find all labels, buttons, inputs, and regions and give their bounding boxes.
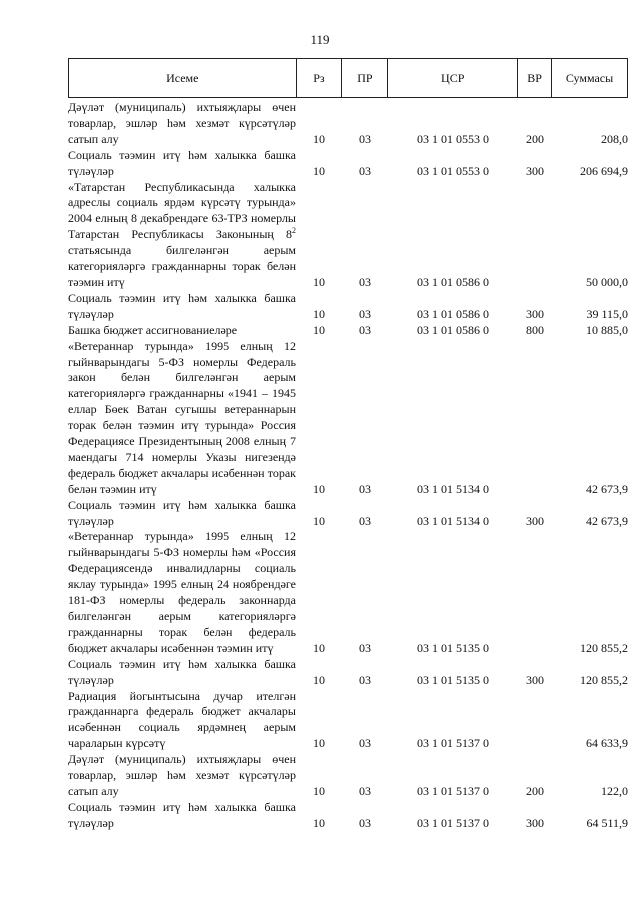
row-rz: 10 [313, 306, 325, 321]
row-name: Социаль тәэмин итү һәм халыкка башка түләүләр [68, 290, 296, 321]
row-vr: 300 [526, 513, 544, 528]
row-vr [518, 689, 552, 753]
table-row [68, 339, 628, 498]
table-row [68, 291, 628, 323]
row-csr: 03 1 01 5134 0 [417, 513, 489, 528]
row-rz: 10 [313, 274, 325, 289]
row-pr: 03 [359, 672, 371, 687]
row-sum: 64 511,9 [586, 815, 628, 830]
row-rz: 10 [313, 640, 325, 655]
row-vr: 200 [526, 131, 544, 146]
row-vr: 300 [526, 815, 544, 830]
table-header [68, 58, 628, 98]
row-sum: 39 115,0 [586, 306, 628, 321]
row-pr: 03 [359, 274, 371, 289]
row-name: Башка бюджет ассигнованиеләре [68, 322, 238, 337]
row-csr: 03 1 01 5137 0 [417, 783, 489, 798]
row-pr: 03 [359, 640, 371, 655]
row-csr: 03 1 01 0553 0 [417, 163, 489, 178]
row-name: Социаль тәэмин итү һәм халыкка башка түләүләр [68, 656, 296, 687]
row-vr [518, 180, 552, 291]
header-csr: ЦСР [388, 59, 518, 98]
row-name: «Ветераннар турында» 1995 елның 12 гыйнварындагы 5-ФЗ номерлы Федераль закон белән билгеләнгән аерым категорияләргә гражданнарны «1941 – 1945 еллар Бөек Ватан сугышы ветераннарын торак белән тәэмин итү турында» Россия Федерациясе Президентының 2008 елның 7 маендагы 714 номерлы Указы нигезендә федераль бюджет акчалары исәбеннән торак белән тәэмин итү [68, 338, 296, 496]
row-sum: 208,0 [601, 131, 628, 146]
table-row [68, 148, 628, 180]
row-name: Социаль тәэмин итү һәм халыкка башка түләүләр [68, 497, 296, 528]
row-sum: 50 000,0 [586, 274, 628, 289]
row-csr: 03 1 01 0586 0 [417, 322, 489, 337]
row-sum: 120 855,2 [580, 640, 628, 655]
row-rz: 10 [313, 322, 325, 337]
row-csr: 03 1 01 5137 0 [417, 736, 489, 751]
table-row [68, 689, 628, 753]
row-sum: 10 885,0 [586, 322, 628, 337]
row-rz: 10 [313, 163, 325, 178]
row-csr: 03 1 01 5135 0 [417, 640, 489, 655]
header-rz: Рз [296, 59, 342, 98]
row-pr: 03 [359, 306, 371, 321]
table-row [68, 800, 628, 832]
row-rz: 10 [313, 815, 325, 830]
table-row [68, 323, 628, 339]
table-row [68, 529, 628, 656]
row-csr: 03 1 01 0586 0 [417, 274, 489, 289]
row-name: Дәүләт (муниципаль) ихтыяҗлары өчен товарлар, эшләр һәм хезмәт күрсәтүләр сатып алу [68, 100, 296, 146]
row-pr: 03 [359, 736, 371, 751]
row-csr: 03 1 01 0586 0 [417, 306, 489, 321]
table-row [68, 498, 628, 530]
row-name: Социаль тәэмин итү һәм халыкка башка түләүләр [68, 799, 296, 830]
row-sum: 120 855,2 [580, 672, 628, 687]
row-sum: 122,0 [601, 783, 628, 798]
row-vr: 300 [526, 163, 544, 178]
table-row [68, 657, 628, 689]
row-pr: 03 [359, 513, 371, 528]
row-rz: 10 [313, 131, 325, 146]
row-name: Социаль тәэмин итү һәм халыкка башка түләүләр [68, 147, 296, 178]
row-rz: 10 [313, 481, 325, 496]
header-vr: ВР [518, 59, 552, 98]
row-name: «Ветераннар турында» 1995 елның 12 гыйнварындагы 5-ФЗ номерлы һәм «Россия Федерациясендә инвалидларны социаль яклау турында» 1995 елның 24 ноябрендәге 181-ФЗ номерлы федераль законнарда билгеләнгән аерым категорияләргә гражданнарны торак белән федераль бюджет акчалары исәбеннән тәэмин итү [68, 529, 296, 655]
row-vr: 200 [526, 783, 544, 798]
row-rz: 10 [313, 736, 325, 751]
row-pr: 03 [359, 163, 371, 178]
row-rz: 10 [313, 672, 325, 687]
header-name: Исеме [69, 59, 297, 98]
row-sum: 206 694,9 [580, 163, 628, 178]
row-pr: 03 [359, 131, 371, 146]
row-name: «Татарстан Республикасында халыкка адреслы социаль ярдәм күрсәтү турында» 2004 елның 8 декабрендәге 63-ТРЗ номерлы Татарстан Республикасы Законының $8^2$ статьясында билгеләнгән аерым категорияләргә гражданнарны торак белән тәэмин итү [68, 179, 296, 289]
row-pr: 03 [359, 481, 371, 496]
header-sum: Суммасы [552, 59, 628, 98]
row-name: Дәүләт (муниципаль) ихтыяҗлары өчен товарлар, эшләр һәм хезмәт күрсәтүләр сатып алу [68, 752, 296, 798]
row-sum: 42 673,9 [586, 513, 628, 528]
header-pr: ПР [342, 59, 388, 98]
row-rz: 10 [313, 783, 325, 798]
row-pr: 03 [359, 322, 371, 337]
row-sum: 64 633,9 [586, 736, 628, 751]
row-pr: 03 [359, 815, 371, 830]
row-name: Радиация йогынтысына дучар ителгән гражданнарга федераль бюджет акчалары исәбеннән социаль ярдәмнең аерым чараларын күрсәтү [68, 688, 296, 751]
row-csr: 03 1 01 5134 0 [417, 481, 489, 496]
row-pr: 03 [359, 783, 371, 798]
budget-table [68, 100, 628, 832]
row-vr [518, 339, 552, 498]
row-vr: 300 [526, 672, 544, 687]
row-rz: 10 [313, 513, 325, 528]
table-row [68, 100, 628, 148]
table-row [68, 752, 628, 800]
row-csr: 03 1 01 5137 0 [417, 815, 489, 830]
row-csr: 03 1 01 0553 0 [417, 131, 489, 146]
table-row [68, 180, 628, 291]
row-vr [518, 529, 552, 656]
page-number: 119 [310, 32, 330, 47]
row-vr: 800 [526, 322, 544, 337]
row-csr: 03 1 01 5135 0 [417, 672, 489, 687]
row-sum: 42 673,9 [586, 481, 628, 496]
row-vr: 300 [526, 306, 544, 321]
